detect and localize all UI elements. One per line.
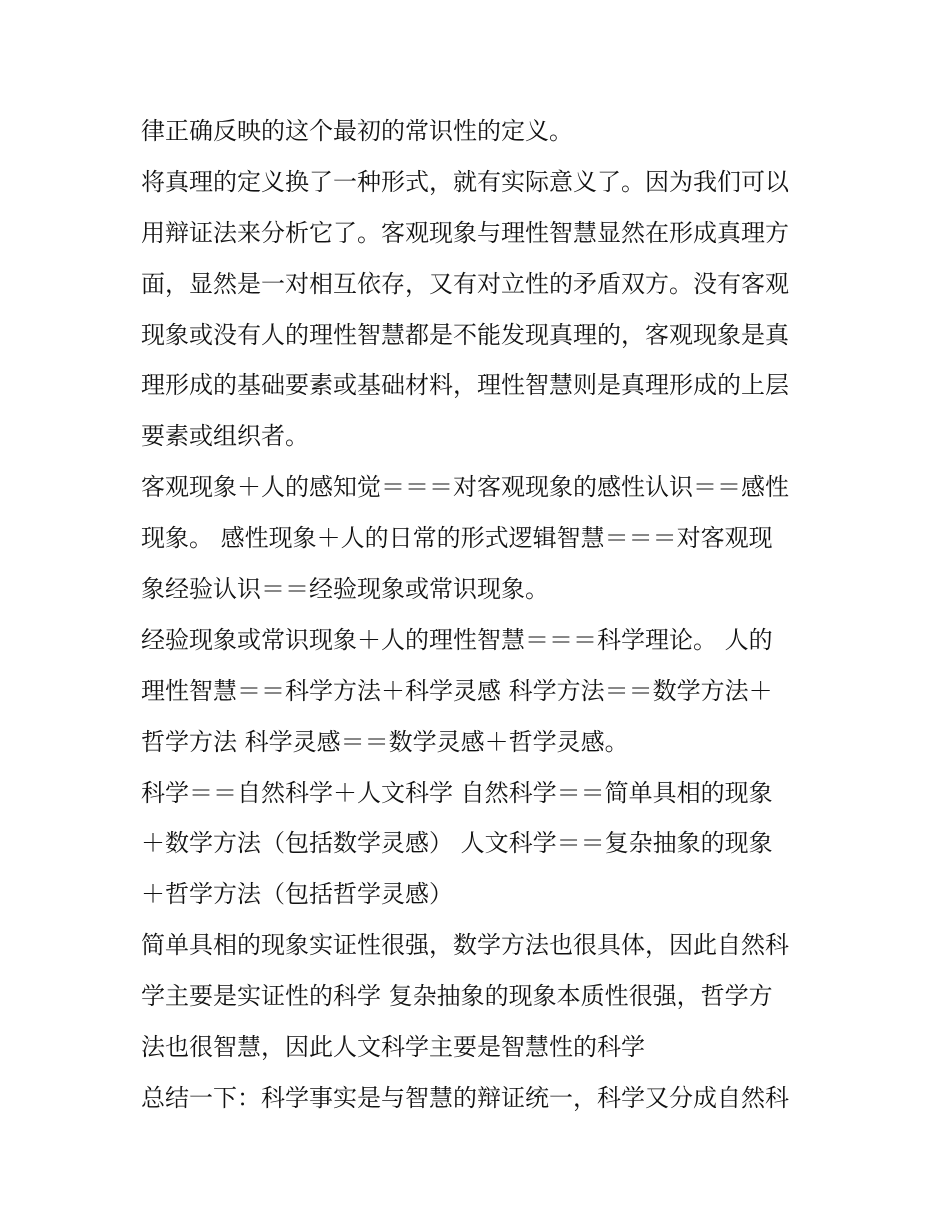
text-line: 律正确反映的这个最初的常识性的定义。 xyxy=(141,117,573,145)
text-line: 学主要是实证性的科学 复杂抽象的现象本质性很强，哲学方 xyxy=(141,982,773,1011)
text-line: 用辩证法来分析它了。客观现象与理性智慧显然在形成真理方 xyxy=(141,218,789,247)
text-line: 将真理的定义换了一种形式，就有实际意义了。因为我们可以 xyxy=(141,167,789,196)
text-line: 客观现象＋人的感知觉＝＝＝对客观现象的感性认识＝＝感性 xyxy=(141,473,789,502)
text-line: 现象或没有人的理性智慧都是不能发现真理的，客观现象是真 xyxy=(141,320,789,349)
text-line: 法也很智慧，因此人文科学主要是智慧性的科学 xyxy=(141,1033,645,1062)
text-line: 象经验认识＝＝经验现象或常识现象。 xyxy=(141,575,549,604)
document-body xyxy=(141,106,821,1124)
text-line: 科学＝＝自然科学＋人文科学 自然科学＝＝简单具相的现象 xyxy=(141,778,773,807)
text-line: 现象。 感性现象＋人的日常的形式逻辑智慧＝＝＝对客观现 xyxy=(141,524,773,553)
text-line: 哲学方法 科学灵感＝＝数学灵感＋哲学灵感。 xyxy=(141,727,629,756)
text-line: 经验现象或常识现象＋人的理性智慧＝＝＝科学理论。 人的 xyxy=(141,625,773,654)
text-line: 总结一下：科学事实是与智慧的辩证统一，科学又分成自然科 xyxy=(141,1083,789,1112)
text-line: 面，显然是一对相互依存，又有对立性的矛盾双方。没有客观 xyxy=(141,269,789,298)
text-line: ＋数学方法（包括数学灵感） 人文科学＝＝复杂抽象的现象 xyxy=(141,829,773,858)
text-line: 理形成的基础要素或基础材料，理性智慧则是真理形成的上层 xyxy=(141,371,789,400)
text-line: 要素或组织者。 xyxy=(141,422,309,451)
text-line: 简单具相的现象实证性很强，数学方法也很具体，因此自然科 xyxy=(141,931,789,960)
text-line: 理性智慧＝＝科学方法＋科学灵感 科学方法＝＝数学方法＋ xyxy=(141,676,773,705)
text-line: ＋哲学方法（包括哲学灵感） xyxy=(141,880,453,909)
